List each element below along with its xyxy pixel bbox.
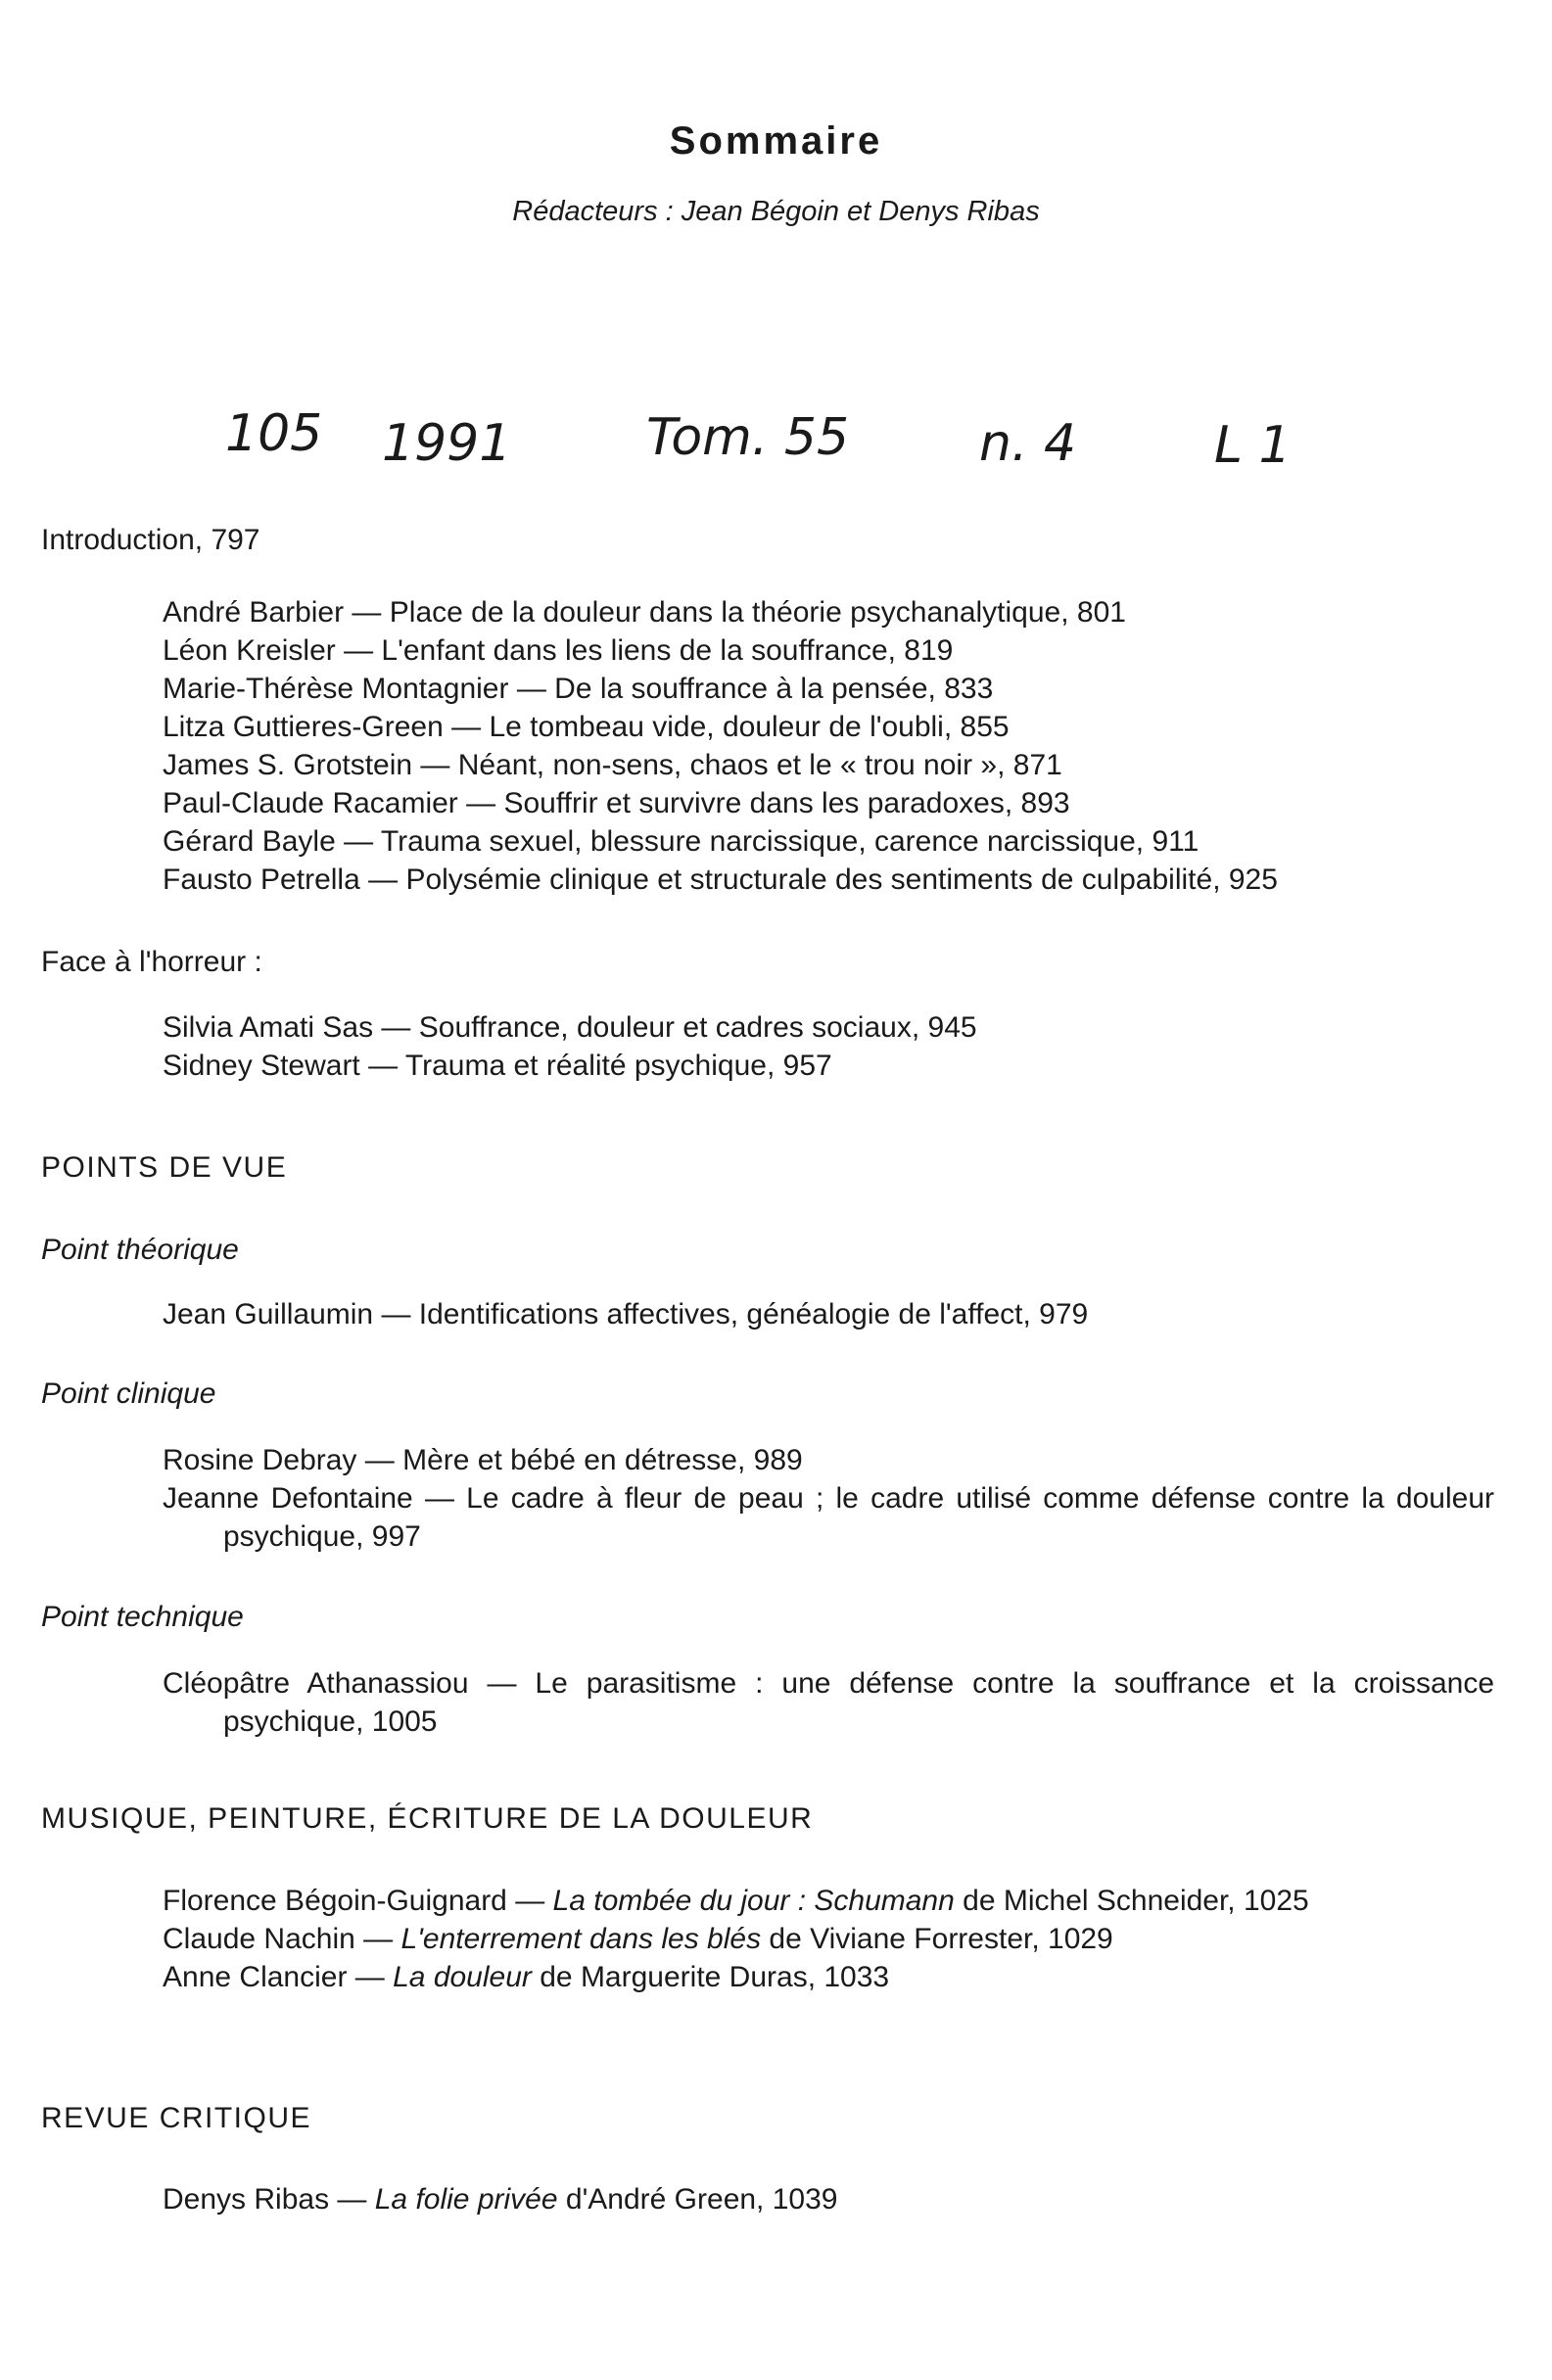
entry-rest: de Michel Schneider, 1025: [954, 1885, 1309, 1917]
entry-technique-0: Cléopâtre Athanassiou — Le parasitisme : une défense contre la souffrance et la croissance psychique, 1005: [163, 1667, 1494, 1738]
handwritten-note-3: n. 4: [979, 414, 1077, 473]
entry-theorique-0: Jean Guillaumin — Identifications affectives, généalogie de l'affect, 979: [163, 1298, 1089, 1330]
entry-rest: de Viviane Forrester, 1029: [761, 1923, 1113, 1955]
entry-clinique-0: Rosine Debray — Mère et bébé en détresse, 989: [163, 1444, 803, 1476]
entry-author: Anne Clancier —: [163, 1961, 394, 1993]
entry-work-title: La douleur: [393, 1961, 532, 1993]
entry-work-title: L'enterrement dans les blés: [400, 1923, 762, 1955]
section-points-de-vue: POINTS DE VUE: [41, 1151, 288, 1184]
label-point-clinique: Point clinique: [41, 1377, 216, 1410]
horror-label: Face à l'horreur :: [41, 946, 262, 978]
section-revue-critique: REVUE CRITIQUE: [41, 2102, 312, 2134]
entry-revue-0: [163, 2180, 1494, 2218]
entry-work-title: La tombée du jour : Schumann: [552, 1885, 955, 1917]
revue-entries: [163, 2180, 1494, 2218]
entry-rest: de Marguerite Duras, 1033: [531, 1961, 890, 1993]
entry-main-7: Fausto Petrella — Polysémie clinique et structurale des sentiments de culpabilité, 925: [163, 863, 1278, 896]
main-entries: [163, 593, 1494, 899]
clinique-entries: [163, 1441, 1494, 1556]
editors-line: Rédacteurs : Jean Bégoin et Denys Ribas: [512, 196, 1040, 227]
intro-label: Introduction, 797: [41, 524, 260, 556]
entry-main-0: André Barbier — Place de la douleur dans la théorie psychanalytique, 801: [163, 596, 1126, 629]
entry-author: Claude Nachin —: [163, 1923, 401, 1955]
handwritten-note-svg: [225, 403, 1498, 501]
section-musique: MUSIQUE, PEINTURE, ÉCRITURE DE LA DOULEUR: [41, 1802, 814, 1835]
handwritten-note-0: 105: [225, 404, 323, 463]
horror-entries: [163, 1008, 1494, 1085]
label-point-theorique: Point théorique: [41, 1234, 239, 1266]
entry-main-5: Paul-Claude Racamier — Souffrir et survivre dans les paradoxes, 893: [163, 787, 1070, 819]
handwritten-note-1: 1991: [382, 414, 512, 473]
entry-musique-1: [163, 1920, 1494, 1958]
entry-main-1: Léon Kreisler — L'enfant dans les liens de la souffrance, 819: [163, 634, 954, 667]
entry-main-2: Marie-Thérèse Montagnier — De la souffrance à la pensée, 833: [163, 673, 994, 705]
entry-clinique-1: Jeanne Defontaine — Le cadre à fleur de peau ; le cadre utilisé comme défense contre la douleur psychique, 997: [163, 1482, 1494, 1553]
entry-main-3: Litza Guttieres-Green — Le tombeau vide, douleur de l'oubli, 855: [163, 711, 1010, 743]
theorique-entries: [163, 1295, 1494, 1333]
entry-main-6: Gérard Bayle — Trauma sexuel, blessure narcissique, carence narcissique, 911: [163, 825, 1199, 858]
handwritten-note: [225, 403, 1498, 501]
entry-horror-1: Sidney Stewart — Trauma et réalité psychique, 957: [163, 1050, 832, 1082]
entry-musique-0: [163, 1882, 1494, 1920]
entry-main-4: James S. Grotstein — Néant, non-sens, chaos et le « trou noir », 871: [163, 749, 1062, 781]
handwritten-note-2: Tom. 55: [646, 408, 850, 467]
label-point-technique: Point technique: [41, 1601, 244, 1633]
entry-horror-0: Silvia Amati Sas — Souffrance, douleur et cadres sociaux, 945: [163, 1011, 977, 1044]
musique-entries: [163, 1882, 1494, 1996]
entry-work-title: La folie privée: [374, 2183, 558, 2216]
page-title: Sommaire: [669, 119, 883, 163]
entry-author: Denys Ribas —: [163, 2183, 375, 2216]
entry-author: Florence Bégoin-Guignard —: [163, 1885, 553, 1917]
technique-entries: [163, 1664, 1494, 1741]
entry-musique-2: [163, 1958, 1494, 1996]
handwritten-note-4: L 1: [1214, 416, 1292, 475]
entry-rest: d'André Green, 1039: [557, 2183, 838, 2216]
